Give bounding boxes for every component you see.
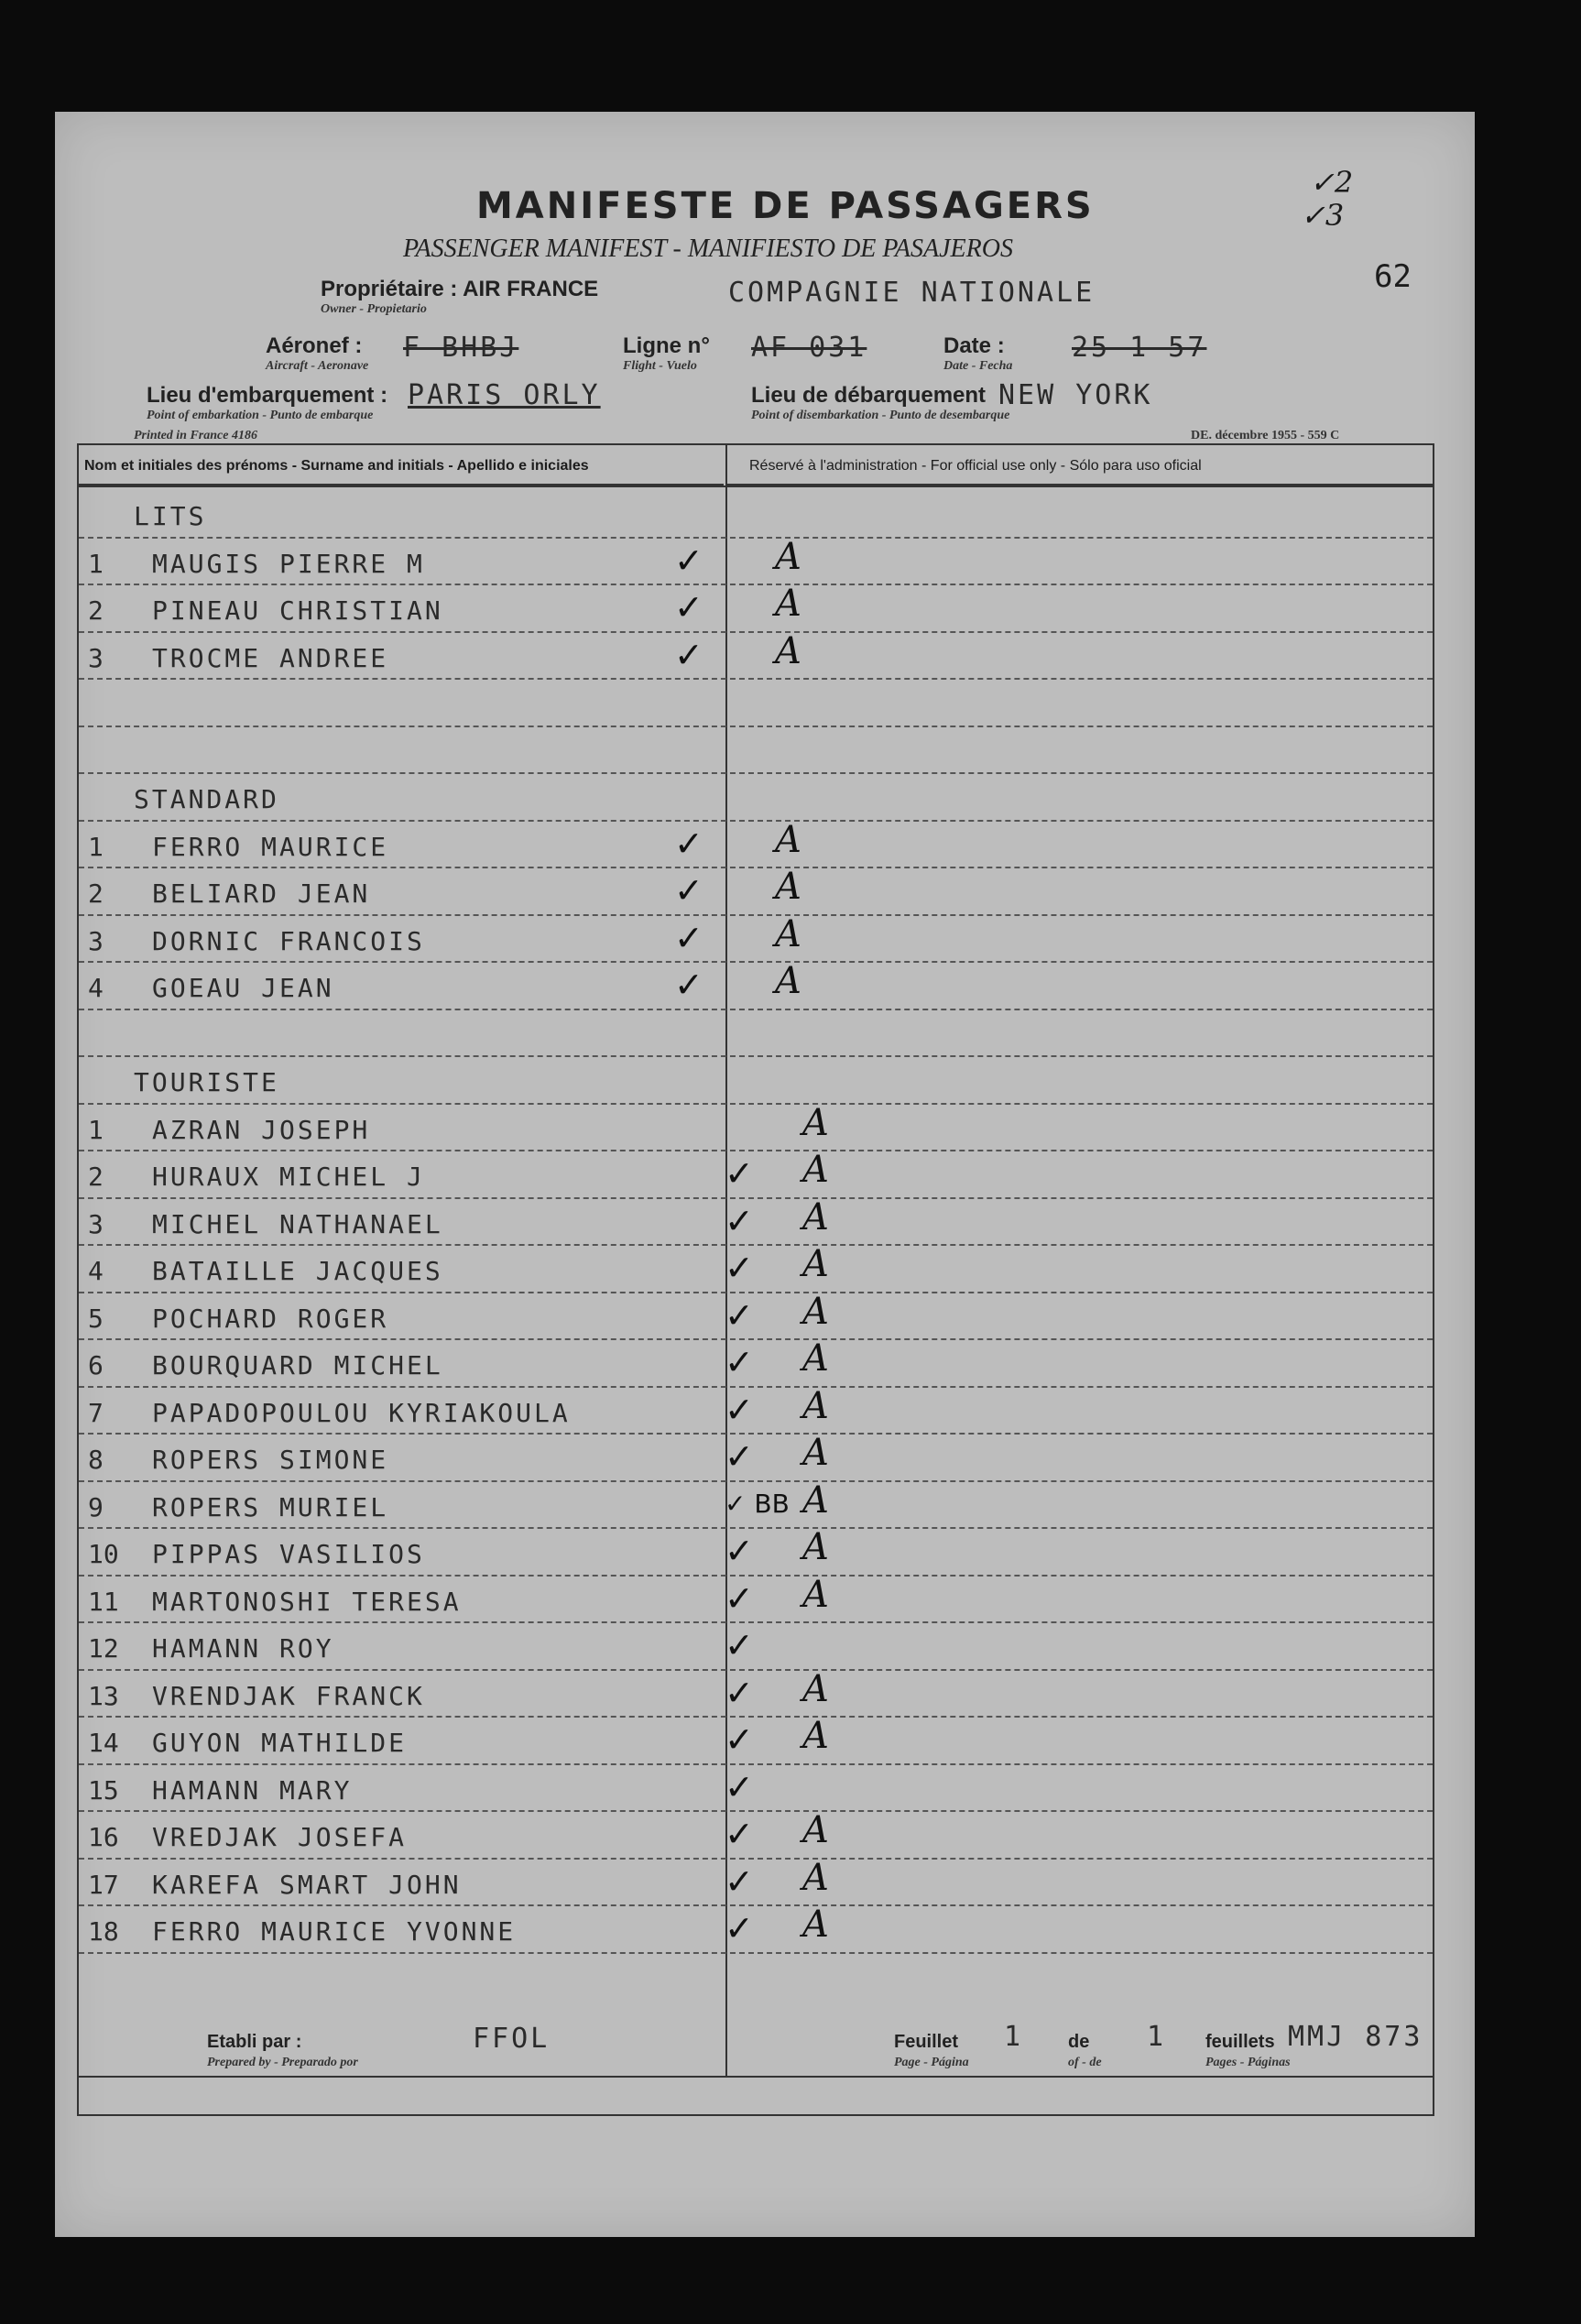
passenger-name: GOEAU JEAN (152, 973, 334, 1003)
flight-value: AF 031 (751, 332, 867, 364)
passenger-number: 10 (88, 1539, 119, 1569)
passenger-name: TROCME ANDREE (152, 642, 389, 673)
passenger-number: 14 (88, 1728, 119, 1758)
column-header-admin-text: Réservé à l'administration - For official use only - Sólo para uso oficial (749, 458, 1202, 474)
flight-label: Ligne n° (623, 333, 710, 358)
passenger-number: 2 (88, 1162, 104, 1192)
sheets-small: Pages - Páginas (1205, 2056, 1291, 2069)
passenger-name: FERRO MAURICE YVONNE (152, 1916, 517, 1947)
admin-mark: A (775, 629, 801, 672)
admin-mark: A (802, 1243, 829, 1285)
section-label: STANDARD (134, 784, 279, 814)
sheet-small: Page - Página (894, 2056, 969, 2069)
admin-mark: A (802, 1149, 829, 1191)
embark-small: Point of embarkation - Punto de embarque (147, 409, 374, 422)
of-value: 1 (1147, 2021, 1167, 2053)
of-small: of - de (1068, 2056, 1102, 2069)
check-mark: ✓ (674, 587, 703, 627)
sheet-label: Feuillet (894, 2032, 959, 2052)
corner-mark-1: ✓2 (1310, 165, 1354, 200)
passenger-row (79, 960, 1433, 1009)
admin-mark: A (802, 1195, 829, 1238)
passenger-row (79, 1149, 1433, 1197)
passenger-row (79, 1667, 1433, 1717)
passenger-name: HAMANN MARY (152, 1774, 353, 1806)
passenger-number: 1 (88, 548, 104, 579)
passenger-row (79, 583, 1433, 631)
passenger-number: 1 (88, 1114, 104, 1145)
check-mark: ✓ (674, 540, 703, 581)
printed-note: Printed in France 4186 (134, 429, 257, 442)
check-mark: ✓ (725, 1200, 754, 1241)
check-mark: ✓ (725, 1153, 754, 1194)
admin-mark: A (802, 1478, 829, 1522)
passenger-row (79, 1856, 1433, 1905)
admin-mark: A (775, 583, 801, 625)
check-mark: ✓ (674, 965, 703, 1005)
passenger-number: 9 (88, 1491, 104, 1522)
passenger-name: HURAUX MICHEL J (152, 1162, 425, 1192)
admin-mark: A (775, 912, 801, 955)
admin-mark: A (802, 1101, 829, 1144)
section-label: LITS (134, 501, 207, 531)
passenger-name: AZRAN JOSEPH (152, 1114, 371, 1145)
passenger-row (79, 1766, 1433, 1811)
check-mark: ✓ (725, 1577, 754, 1619)
admin-mark: A (802, 1290, 829, 1333)
check-mark: ✓ BB (725, 1488, 790, 1519)
check-mark: ✓ (725, 1814, 754, 1854)
passenger-name: POCHARD ROGER (152, 1303, 389, 1334)
passenger-row (79, 818, 1433, 867)
admin-mark: A (775, 960, 801, 1002)
passenger-name: BELIARD JEAN (152, 878, 371, 909)
passenger-row (79, 535, 1433, 584)
check-mark: ✓ (674, 634, 703, 675)
aircraft-small: Aircraft - Aeronave (266, 359, 369, 373)
check-mark: ✓ (725, 1248, 754, 1288)
passenger-number: 17 (88, 1869, 119, 1900)
check-mark: ✓ (674, 823, 703, 864)
passenger-number: 2 (88, 595, 104, 626)
check-mark: ✓ (725, 1531, 754, 1571)
passenger-row (79, 912, 1433, 962)
date-small: Date - Fecha (943, 359, 1013, 373)
passenger-name: KAREFA SMART JOHN (152, 1869, 462, 1900)
check-mark: ✓ (725, 1294, 754, 1336)
check-mark: ✓ (725, 1342, 754, 1382)
passenger-row (79, 1573, 1433, 1622)
admin-mark: A (802, 1809, 829, 1851)
admin-mark: A (802, 1337, 829, 1380)
passenger-number: 5 (88, 1303, 104, 1334)
date-value: 25 1 57 (1072, 332, 1207, 364)
blank-row (79, 733, 1433, 773)
passenger-row (79, 1809, 1433, 1858)
passenger-number: 1 (88, 831, 104, 862)
check-mark: ✓ (725, 1719, 754, 1760)
column-header-name-text: Nom et initiales des prénoms - Surname and initials - Apellido e iniciales (84, 458, 589, 474)
admin-mark: A (802, 1432, 829, 1474)
passenger-number: 8 (88, 1445, 104, 1475)
admin-mark: A (775, 866, 801, 908)
check-mark: ✓ (725, 1625, 754, 1665)
of-label: de (1068, 2032, 1090, 2052)
check-mark: ✓ (725, 1860, 754, 1902)
passenger-row (79, 1625, 1433, 1669)
date-label: Date : (943, 333, 1005, 358)
manifest-sheet (55, 112, 1475, 2237)
check-mark: ✓ (725, 1908, 754, 1948)
admin-mark: A (802, 1856, 829, 1899)
passenger-name: GUYON MATHILDE (152, 1728, 408, 1758)
passenger-number: 3 (88, 925, 104, 956)
passenger-row (79, 1432, 1433, 1480)
passenger-row (79, 1526, 1433, 1575)
section-label: TOURISTE (134, 1067, 279, 1097)
passenger-name: BOURQUARD MICHEL (152, 1350, 443, 1380)
passenger-number: 13 (88, 1680, 119, 1711)
embark-value: PARIS ORLY (408, 379, 601, 411)
passenger-number: 2 (88, 878, 104, 909)
disembark-label: Lieu de débarquement (751, 383, 987, 408)
passenger-number: 4 (88, 1256, 104, 1286)
passenger-name: HAMANN ROY (152, 1633, 334, 1664)
passenger-number: 12 (88, 1633, 119, 1664)
passenger-name: MARTONOSHI TERESA (152, 1586, 462, 1617)
prepared-label: Etabli par : (207, 2032, 302, 2052)
embark-label: Lieu d'embarquement : (147, 383, 388, 408)
admin-mark: A (802, 1667, 829, 1710)
passenger-row (79, 1478, 1433, 1528)
section-row (79, 1063, 1433, 1103)
admin-mark: A (802, 1384, 829, 1427)
page-ref-number: 62 (1374, 258, 1412, 295)
reference-value: MMJ 873 (1288, 2021, 1423, 2053)
check-mark: ✓ (674, 870, 703, 911)
owner-label: Propriétaire : AIR FRANCE (321, 277, 599, 301)
passenger-name: ROPERS MURIEL (152, 1491, 389, 1522)
check-mark: ✓ (725, 1672, 754, 1713)
owner-value: COMPAGNIE NATIONALE (728, 277, 1096, 309)
passenger-name: MICHEL NATHANAEL (152, 1208, 443, 1239)
manifest-subtitle: PASSENGER MANIFEST - MANIFIESTO DE PASAJEROS (403, 235, 1013, 263)
passenger-name: FERRO MAURICE (152, 831, 389, 862)
check-mark: ✓ (725, 1766, 754, 1807)
passenger-name: MAUGIS PIERRE M (152, 548, 425, 579)
section-row (79, 496, 1433, 537)
admin-mark: A (775, 818, 801, 861)
admin-mark: A (802, 1573, 829, 1616)
flight-small: Flight - Vuelo (623, 359, 697, 373)
form-reference: DE. décembre 1955 - 559 C (1191, 429, 1340, 442)
passenger-name: VREDJAK JOSEFA (152, 1822, 408, 1852)
passenger-number: 6 (88, 1350, 104, 1380)
admin-mark: A (775, 535, 801, 578)
owner-small: Owner - Propietario (321, 302, 427, 316)
passenger-name: VRENDJAK FRANCK (152, 1680, 425, 1711)
passenger-number: 4 (88, 973, 104, 1003)
sheet-value: 1 (1004, 2021, 1024, 2053)
passenger-row (79, 1384, 1433, 1434)
passenger-number: 7 (88, 1397, 104, 1428)
sheets-label: feuillets (1205, 2032, 1275, 2052)
admin-mark: A (802, 1526, 829, 1568)
disembark-value: NEW YORK (998, 379, 1153, 411)
admin-mark: A (802, 1904, 829, 1946)
passenger-name: DORNIC FRANCOIS (152, 925, 425, 956)
passenger-row (79, 1904, 1433, 1952)
passenger-row (79, 1715, 1433, 1763)
passenger-name: PIPPAS VASILIOS (152, 1539, 425, 1569)
passenger-number: 15 (88, 1774, 119, 1806)
passenger-row (79, 629, 1433, 679)
passenger-row (79, 866, 1433, 914)
prepared-small: Prepared by - Preparado por (207, 2056, 358, 2069)
passenger-row (79, 1101, 1433, 1151)
aircraft-value: F-BHBJ (403, 332, 519, 364)
passenger-table (77, 443, 1434, 2078)
corner-mark-2: ✓3 (1301, 198, 1345, 233)
header-divider (79, 486, 1433, 487)
passenger-name: PINEAU CHRISTIAN (152, 595, 443, 626)
passenger-row (79, 1290, 1433, 1339)
disembark-small: Point of disembarkation - Punto de desembarque (751, 409, 1010, 422)
passenger-row (79, 1243, 1433, 1292)
check-mark: ✓ (725, 1436, 754, 1477)
footer-box (77, 2004, 1434, 2116)
passenger-row (79, 1195, 1433, 1245)
passenger-number: 3 (88, 1208, 104, 1239)
aircraft-label: Aéronef : (266, 333, 363, 358)
passenger-name: ROPERS SIMONE (152, 1445, 389, 1475)
passenger-number: 18 (88, 1916, 119, 1947)
column-header-admin (727, 445, 1433, 486)
passenger-number: 3 (88, 642, 104, 673)
passenger-name: PAPADOPOULOU KYRIAKOULA (152, 1397, 571, 1428)
admin-mark: A (802, 1715, 829, 1757)
check-mark: ✓ (725, 1389, 754, 1430)
passenger-number: 11 (88, 1586, 119, 1617)
blank-row (79, 685, 1433, 726)
passenger-row (79, 1337, 1433, 1386)
passenger-name: BATAILLE JACQUES (152, 1256, 443, 1286)
section-row (79, 780, 1433, 820)
prepared-value: FFOL (473, 2023, 551, 2055)
column-header-name (79, 445, 724, 486)
check-mark: ✓ (674, 917, 703, 958)
manifest-title: MANIFESTE DE PASSAGERS (476, 185, 1095, 227)
blank-row (79, 1016, 1433, 1056)
passenger-number: 16 (88, 1822, 119, 1852)
